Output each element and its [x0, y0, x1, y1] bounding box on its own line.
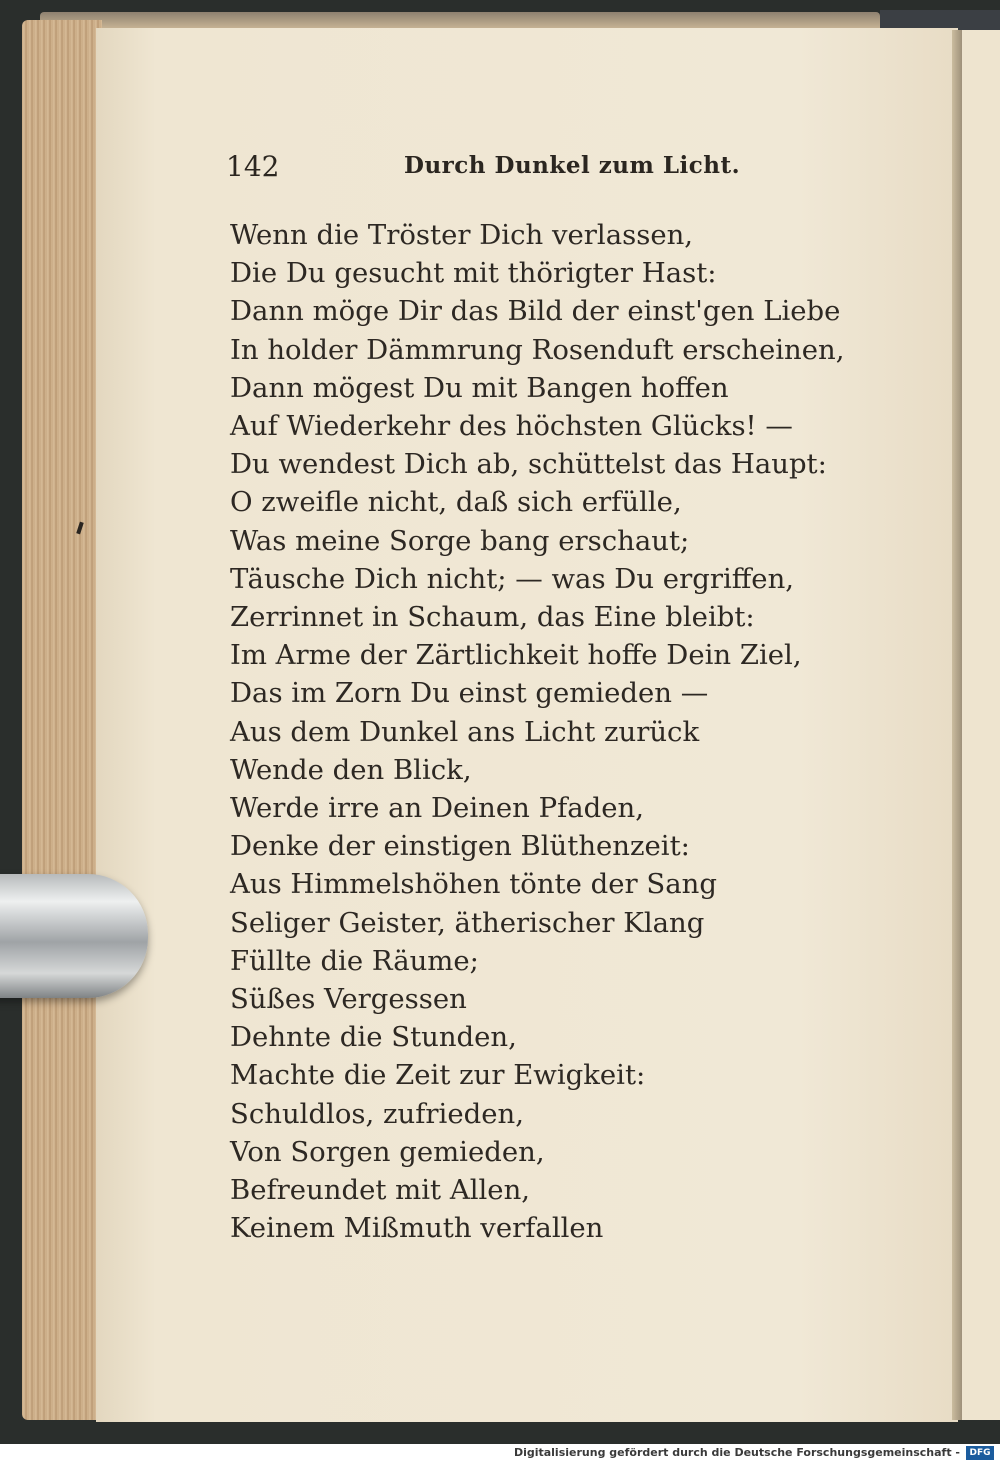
footer-bar [0, 1444, 1000, 1464]
poem-text [230, 216, 844, 1247]
poem-line: Wende den Blick, [230, 753, 472, 786]
poem-line: Aus dem Dunkel ans Licht zurück [230, 715, 700, 748]
poem-line: Das im Zorn Du einst gemieden — [230, 677, 709, 710]
poem-line: Werde irre an Deinen Pfaden, [230, 792, 644, 825]
running-head: Durch Dunkel zum Licht. [404, 152, 741, 179]
poem-line: Denke der einstigen Blüthenzeit: [230, 830, 690, 863]
poem-line: Was meine Sorge bang erschaut; [230, 524, 690, 557]
funding-credit: Digitalisierung gefördert durch die Deutsche Forschungsgemeinschaft - [513, 1446, 960, 1459]
poem-line: Von Sorgen gemieden, [230, 1135, 545, 1168]
facing-page-edge [962, 30, 1000, 1420]
poem-line: Du wendest Dich ab, schüttelst das Haupt: [230, 448, 827, 481]
poem-line: Die Du gesucht mit thörigter Hast: [230, 257, 717, 290]
poem-line: Dann mögest Du mit Bangen hoffen [230, 371, 729, 404]
poem-line: O zweifle nicht, daß sich erfülle, [230, 486, 682, 519]
page-clamp [0, 874, 148, 998]
poem-line: Schuldlos, zufrieden, [230, 1097, 524, 1130]
dfg-logo: DFG [966, 1446, 994, 1460]
poem-line: Süßes Vergessen [230, 983, 467, 1016]
poem-line: Täusche Dich nicht; — was Du ergriffen, [230, 562, 795, 595]
poem-line: In holder Dämmrung Rosenduft erscheinen, [230, 333, 845, 366]
poem-line: Dann möge Dir das Bild der einst'gen Liebe [230, 295, 841, 328]
book-cover-edge [880, 10, 1000, 30]
poem-line: Im Arme der Zärtlichkeit hoffe Dein Ziel, [230, 639, 802, 672]
poem-line: Keinem Mißmuth verfallen [230, 1212, 604, 1245]
book-top-edge [40, 12, 880, 28]
poem-line: Auf Wiederkehr des höchsten Glücks! — [230, 410, 793, 443]
page-number: 142 [226, 150, 280, 183]
poem-line: Seliger Geister, ätherischer Klang [230, 906, 705, 939]
poem-line: Machte die Zeit zur Ewigkeit: [230, 1059, 646, 1092]
poem-line: Zerrinnet in Schaum, das Eine bleibt: [230, 601, 755, 634]
page-stack-edge [22, 20, 102, 1420]
poem-line: Aus Himmelshöhen tönte der Sang [230, 868, 717, 901]
poem-line: Wenn die Tröster Dich verlassen, [230, 219, 694, 251]
poem-line: Füllte die Räume; [230, 944, 479, 977]
poem-line: Dehnte die Stunden, [230, 1021, 517, 1054]
poem-line: Befreundet mit Allen, [230, 1174, 531, 1207]
